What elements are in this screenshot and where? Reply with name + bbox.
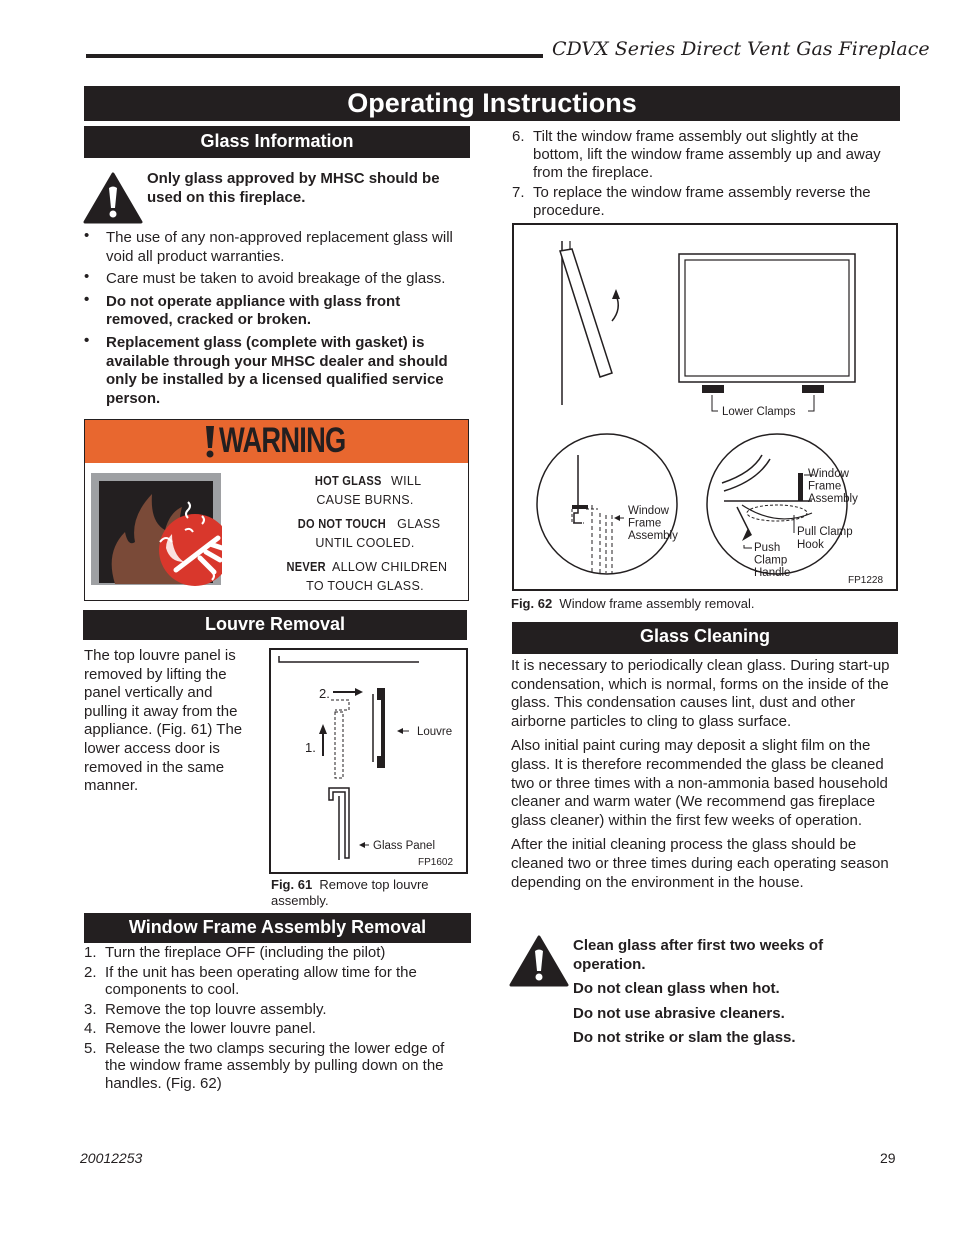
paragraph: Also initial paint curing may deposit a slight film on the glass. It is therefore recommended the glass be cleaned two or three times with a non-ammonia based household cleaner and warm water (We recommend gas fireplace glass cleaner) within the first few weeks of operation. xyxy=(511,737,888,829)
section-heading-glass-information: Glass Information xyxy=(84,126,470,158)
window-frame-steps-continued xyxy=(512,128,900,222)
hot-glass-illustration xyxy=(90,472,222,586)
warning-text-1: WILL xyxy=(390,474,422,488)
caution-line-1: Only glass approved by MHSC should be xyxy=(147,170,440,187)
fig61-louvre-label: Louvre xyxy=(417,726,453,738)
caution-line: Clean glass after first two weeks of operation. xyxy=(573,937,824,973)
document-number: 20012253 xyxy=(80,1150,143,1166)
list-item xyxy=(84,1001,469,1019)
page-number: 29 xyxy=(880,1150,896,1166)
caution-line: Do not strike or slam the glass. xyxy=(573,1029,796,1047)
fig62-window-frame-assembly-label-right: Window Frame Assembly xyxy=(808,468,858,505)
list-item: • Care must be taken to avoid breakage of the glass. xyxy=(84,270,470,289)
figure-61-diagram xyxy=(269,648,469,875)
warning-label: WARNING xyxy=(219,421,346,460)
warning-do-not-touch: DO NOT TOUCH xyxy=(297,516,386,531)
series-title: CDVX Series Direct Vent Gas Fireplace xyxy=(552,38,930,60)
list-item xyxy=(512,128,900,182)
list-item xyxy=(84,1040,469,1093)
caution-line: Do not use abrasive cleaners. xyxy=(573,1004,785,1022)
list-item: • Do not operate appliance with glass front removed, cracked or broken. xyxy=(84,293,470,330)
step-text: Release the two clamps securing the lower edge of the window frame assembly by pulling down on the handles. (Fig. 62) xyxy=(105,1039,445,1092)
list-item xyxy=(84,964,469,999)
fig61-caption-text: Remove top louvre assembly. xyxy=(271,877,429,908)
step-number: 7. xyxy=(512,184,525,201)
fig61-caption-label: Fig. 61 xyxy=(271,877,313,892)
section-heading-louvre-removal: Louvre Removal xyxy=(83,610,467,640)
step-text: To replace the window frame assembly reverse the procedure. xyxy=(533,184,871,219)
warning-text xyxy=(275,472,455,595)
caution-line-2: used on this fireplace. xyxy=(147,188,306,206)
step-text: Turn the fireplace OFF (including the pilot) xyxy=(105,944,386,961)
fig61-code: FP1602 xyxy=(418,857,454,868)
figure-62-caption xyxy=(511,596,899,612)
step-text: Tilt the window frame assembly out slightly at the bottom, lift the window frame assembly up and away from the fireplace. xyxy=(533,128,881,181)
figure-61-caption xyxy=(271,877,469,909)
list-item: • Replacement glass (complete with gasket) is available through your MHSC dealer and should only be installed by a licensed qualified service person. xyxy=(84,334,470,408)
glass-cleaning-text xyxy=(511,657,899,892)
fig62-window-frame-assembly-label-left: Window Frame Assembly xyxy=(628,505,678,542)
step-number: 6. xyxy=(512,128,525,145)
fig62-caption-label: Fig. 62 xyxy=(511,596,553,611)
warning-text-4: UNTIL COOLED. xyxy=(315,535,415,550)
step-text: Remove the lower louvre panel. xyxy=(105,1020,316,1037)
paragraph: After the initial cleaning process the glass should be cleaned two or three times during each operating season depending on the environment in the house. xyxy=(511,836,889,891)
warning-never: NEVER xyxy=(286,559,326,574)
fig62-code: FP1228 xyxy=(848,575,884,586)
list-item xyxy=(84,944,469,962)
fig62-lower-clamps-label: Lower Clamps xyxy=(722,406,796,418)
fig61-step-1: 1. xyxy=(305,740,316,755)
header-rule xyxy=(86,54,543,58)
caution-glass-approved xyxy=(147,170,467,207)
warning-text-2: CAUSE BURNS. xyxy=(316,492,414,507)
window-frame-steps xyxy=(84,944,469,1094)
step-number: 2. xyxy=(84,963,97,981)
page-title: Operating Instructions xyxy=(84,86,900,121)
warning-text-3: GLASS xyxy=(397,517,441,531)
list-item xyxy=(84,1020,469,1038)
warning-text-6: TO TOUCH GLASS. xyxy=(306,578,424,593)
warning-banner xyxy=(85,420,468,463)
warning-hot-glass: HOT GLASS xyxy=(314,473,382,488)
figure-62-diagram xyxy=(512,223,899,592)
glass-cleaning-cautions xyxy=(573,937,873,1048)
warning-box xyxy=(84,419,469,601)
step-number: 1. xyxy=(84,944,97,961)
caution-line: Do not clean glass when hot. xyxy=(573,980,780,998)
louvre-removal-text: The top louvre panel is removed by lifting the panel vertically and pulling it away from the appliance. (Fig. 61) The lower access door is removed in the same manner. xyxy=(84,647,243,795)
step-number: 5. xyxy=(84,1039,97,1057)
step-text: If the unit has been operating allow time for the components to cool. xyxy=(105,963,417,998)
fig61-step-2: 2. xyxy=(319,686,330,701)
fig61-glass-panel-label: Glass Panel xyxy=(373,840,436,852)
glass-info-bullets xyxy=(84,229,470,412)
section-heading-glass-cleaning: Glass Cleaning xyxy=(512,622,898,654)
step-text: Remove the top louvre assembly. xyxy=(105,1000,327,1018)
caution-triangle-icon xyxy=(509,935,569,987)
section-heading-window-frame-removal: Window Frame Assembly Removal xyxy=(84,913,471,943)
caution-triangle-icon xyxy=(83,172,143,224)
step-number: 4. xyxy=(84,1020,97,1037)
warning-text-5: ALLOW CHILDREN xyxy=(332,560,448,574)
list-item: • The use of any non-approved replacement glass will void all product warranties. xyxy=(84,229,470,266)
paragraph: It is necessary to periodically clean glass. During start-up condensation, which is normal, forms on the inside of the glass. This condensation causes lint, dust and other airborne particles to cling to glass surface. xyxy=(511,657,890,730)
fig62-pull-clamp-hook-label: Pull Clamp Hook xyxy=(797,526,853,551)
fig62-caption-text: Window frame assembly removal. xyxy=(559,596,755,611)
step-number: 3. xyxy=(84,1000,97,1018)
list-item xyxy=(512,184,900,220)
fig62-push-clamp-handle-label: Push Clamp Handle xyxy=(754,542,791,579)
